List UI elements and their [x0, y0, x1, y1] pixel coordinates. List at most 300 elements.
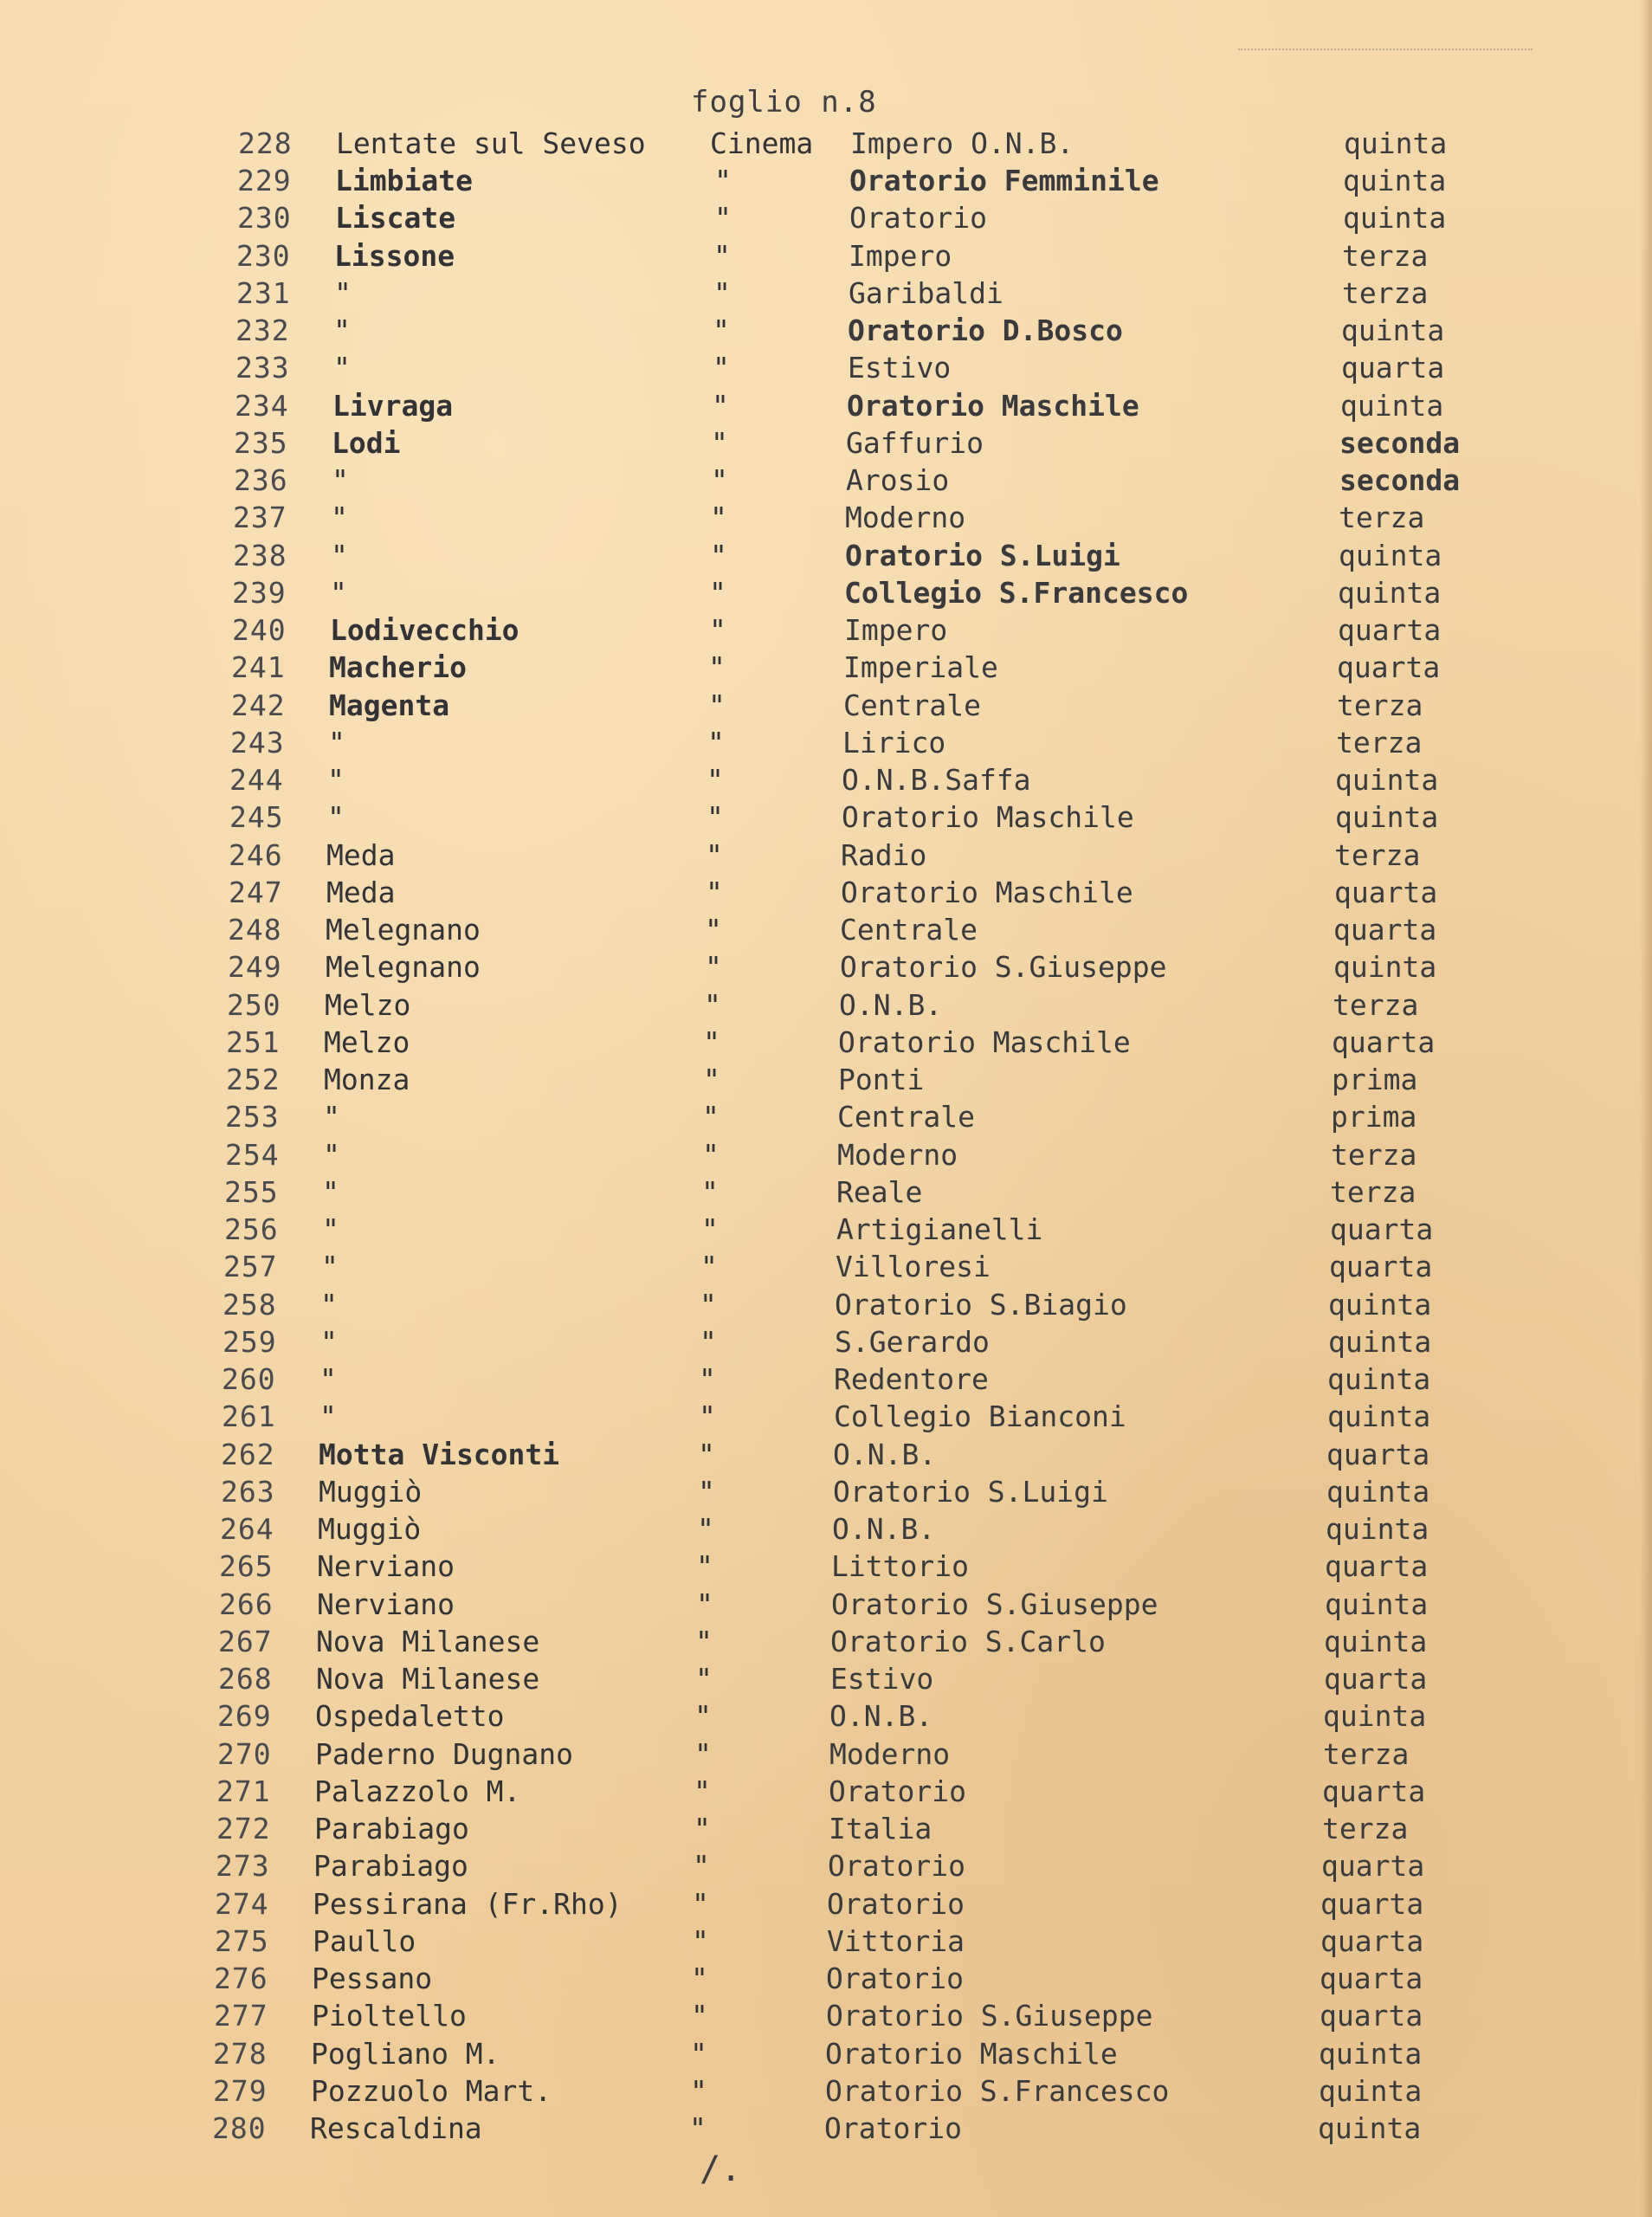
list-row — [0, 276, 1652, 311]
ditto-mark: " — [692, 1887, 709, 1921]
town-name: Lodi — [332, 426, 401, 460]
ditto-mark: " — [709, 576, 726, 610]
ditto-mark: " — [691, 1962, 708, 1995]
ditto-mark: " — [690, 2037, 707, 2071]
row-number: 254 — [225, 1138, 280, 1172]
list-row — [0, 463, 1652, 498]
continuation-mark: /. — [700, 2149, 742, 2189]
cinema-class: quarta — [1329, 1250, 1433, 1283]
town-name: Meda — [326, 838, 396, 872]
sheet-header: foglio n.8 — [691, 85, 877, 120]
cinema-class: prima — [1332, 1063, 1418, 1096]
town-name: " — [331, 539, 348, 572]
list-row — [0, 876, 1652, 910]
ditto-mark: " — [694, 1812, 711, 1845]
ditto-mark: " — [692, 1924, 709, 1958]
list-row — [0, 576, 1652, 611]
list-row — [0, 126, 1652, 161]
cinema-class: terza — [1334, 838, 1421, 872]
row-number: 260 — [222, 1362, 276, 1396]
cinema-class: quinta — [1335, 800, 1439, 834]
town-name: " — [332, 463, 349, 497]
row-number: 257 — [223, 1250, 278, 1283]
town-name: Meda — [326, 876, 396, 909]
row-number: 268 — [218, 1662, 273, 1696]
cinema-name: Littorio — [831, 1549, 969, 1583]
cinema-class: terza — [1331, 1138, 1417, 1172]
list-row — [0, 1812, 1652, 1846]
ditto-mark: " — [706, 838, 723, 872]
cinema-name: Collegio S.Francesco — [844, 576, 1189, 610]
town-name: Pozzuolo Mart. — [311, 2074, 552, 2108]
cinema-name: Villoresi — [836, 1250, 991, 1283]
list-row — [0, 501, 1652, 535]
row-number: 255 — [224, 1175, 279, 1209]
row-number: 249 — [228, 950, 282, 984]
town-name: Magenta — [329, 688, 450, 722]
town-name: Melegnano — [326, 913, 481, 947]
town-name: " — [333, 313, 351, 347]
town-name: Pogliano M. — [311, 2037, 500, 2071]
list-row — [0, 1549, 1652, 1584]
town-name: Muggiò — [319, 1475, 423, 1509]
cinema-name: Centrale — [843, 688, 981, 722]
cinema-name: Oratorio S.Carlo — [830, 1625, 1106, 1658]
cinema-class: quinta — [1325, 1587, 1429, 1621]
row-number: 250 — [227, 988, 281, 1022]
cinema-name: Centrale — [840, 913, 978, 947]
row-number: 270 — [217, 1737, 272, 1771]
ditto-mark: " — [701, 1212, 719, 1246]
row-number: 253 — [225, 1100, 280, 1134]
list-row — [0, 426, 1652, 461]
list-row — [0, 2037, 1652, 2072]
cinema-class: quinta — [1327, 1399, 1431, 1433]
town-name: Limbiate — [335, 164, 473, 197]
list-row — [0, 1212, 1652, 1247]
row-number: 277 — [214, 1999, 268, 2033]
cinema-name: Radio — [841, 838, 927, 872]
cinema-class: quarta — [1320, 1924, 1424, 1958]
town-name: " — [330, 576, 347, 610]
cinema-class: quinta — [1341, 313, 1445, 347]
row-number: 241 — [231, 650, 286, 684]
list-row — [0, 913, 1652, 947]
cinema-name: Vittoria — [827, 1924, 965, 1958]
row-number: 256 — [224, 1212, 279, 1246]
list-row — [0, 1025, 1652, 1060]
cinema-class: quinta — [1343, 201, 1447, 235]
list-row — [0, 1662, 1652, 1697]
cinema-name: Moderno — [829, 1737, 951, 1771]
cinema-class: quarta — [1332, 1025, 1436, 1059]
cinema-name: O.N.B.Saffa — [842, 763, 1031, 797]
cinema-name: Ponti — [838, 1063, 925, 1096]
row-number: 230 — [236, 239, 291, 273]
cinema-class: terza — [1336, 726, 1423, 759]
town-name: Nerviano — [317, 1587, 455, 1621]
town-name: Nova Milanese — [316, 1662, 540, 1696]
ditto-mark: " — [690, 2074, 707, 2108]
town-name: Pessirana (Fr.Rho) — [313, 1887, 623, 1921]
list-row — [0, 1100, 1652, 1134]
ditto-mark: " — [714, 201, 732, 235]
list-row — [0, 800, 1652, 835]
cinema-name: Arosio — [846, 463, 950, 497]
cinema-class: quinta — [1343, 164, 1447, 197]
cinema-name: Redentore — [834, 1362, 989, 1396]
cinema-class: quinta — [1323, 1699, 1427, 1733]
ditto-mark: " — [710, 501, 727, 534]
ditto-mark: " — [708, 688, 726, 722]
ditto-mark: " — [695, 1625, 713, 1658]
row-number: 269 — [217, 1699, 272, 1733]
cinema-class: quarta — [1324, 1662, 1428, 1696]
cinema-name: Oratorio S.Giuseppe — [826, 1999, 1153, 2033]
ditto-mark: " — [709, 613, 726, 647]
cinema-class: quarta — [1320, 1962, 1423, 1995]
ditto-mark: " — [701, 1175, 719, 1209]
cinema-class: quarta — [1334, 876, 1438, 909]
cinema-name: Oratorio S.Luigi — [845, 539, 1120, 572]
row-number: 230 — [237, 201, 292, 235]
ditto-mark: " — [698, 1438, 715, 1471]
ditto-mark: " — [713, 351, 730, 385]
cinema-name: Oratorio S.Giuseppe — [840, 950, 1167, 984]
row-number: 235 — [234, 426, 288, 460]
row-number: 246 — [229, 838, 283, 872]
town-name: " — [334, 276, 352, 310]
cinema-name: Oratorio Maschile — [841, 876, 1133, 909]
ditto-mark: " — [700, 1250, 718, 1283]
row-number: 240 — [232, 613, 287, 647]
cinema-name: Oratorio Maschile — [838, 1025, 1131, 1059]
list-row — [0, 1475, 1652, 1509]
town-name: Nerviano — [317, 1549, 455, 1583]
cinema-class: terza — [1333, 988, 1419, 1022]
row-number: 261 — [222, 1399, 276, 1433]
cinema-name: Oratorio Maschile — [825, 2037, 1118, 2071]
town-name: Ospedaletto — [315, 1699, 505, 1733]
cinema-name: Reale — [836, 1175, 923, 1209]
ditto-mark: Cinema — [710, 126, 814, 160]
cinema-name: Oratorio — [824, 2111, 962, 2145]
town-name: Motta Visconti — [319, 1438, 560, 1471]
cinema-name: Impero — [844, 613, 948, 647]
row-number: 262 — [221, 1438, 275, 1471]
town-name: Pioltello — [312, 1999, 467, 2033]
list-row — [0, 1924, 1652, 1959]
ditto-mark: " — [713, 276, 731, 310]
town-name: " — [321, 1250, 339, 1283]
list-row — [0, 389, 1652, 423]
ditto-mark: " — [703, 1063, 720, 1096]
ditto-mark: " — [702, 1138, 720, 1172]
row-number: 247 — [229, 876, 283, 909]
row-number: 258 — [223, 1288, 277, 1322]
row-number: 229 — [237, 164, 292, 197]
row-number: 239 — [232, 576, 287, 610]
list-row — [0, 988, 1652, 1023]
town-name: Melegnano — [326, 950, 481, 984]
town-name: Monza — [324, 1063, 410, 1096]
row-number: 278 — [213, 2037, 268, 2071]
cinema-name: Oratorio — [828, 1849, 965, 1883]
ditto-mark: " — [711, 463, 728, 497]
row-number: 231 — [236, 276, 291, 310]
list-row — [0, 688, 1652, 723]
town-name: " — [331, 501, 348, 534]
cinema-class: quinta — [1326, 1475, 1430, 1509]
list-row — [0, 950, 1652, 985]
row-number: 259 — [223, 1325, 277, 1359]
ditto-mark: " — [707, 800, 724, 834]
list-row — [0, 726, 1652, 760]
list-row — [0, 1063, 1652, 1097]
ditto-mark: " — [700, 1325, 717, 1359]
row-number: 243 — [230, 726, 285, 759]
list-row — [0, 1175, 1652, 1210]
ditto-mark: " — [689, 2111, 707, 2145]
ditto-mark: " — [691, 1999, 708, 2033]
cinema-name: Oratorio Maschile — [842, 800, 1134, 834]
ditto-mark: " — [695, 1662, 713, 1696]
ditto-mark: " — [703, 1025, 720, 1059]
cinema-name: Oratorio D.Bosco — [848, 313, 1123, 347]
cinema-class: quinta — [1328, 1325, 1432, 1359]
town-name: " — [327, 763, 345, 797]
ditto-mark: " — [699, 1362, 716, 1396]
cinema-class: quinta — [1333, 950, 1437, 984]
cinema-name: Estivo — [848, 351, 952, 385]
ditto-mark: " — [696, 1549, 713, 1583]
town-name: Pessano — [312, 1962, 433, 1995]
list-row — [0, 2074, 1652, 2109]
row-number: 251 — [226, 1025, 281, 1059]
cinema-name: O.N.B. — [832, 1512, 936, 1546]
cinema-class: quinta — [1340, 389, 1444, 423]
list-row — [0, 164, 1652, 198]
town-name: " — [319, 1362, 337, 1396]
ditto-mark: " — [704, 988, 721, 1022]
cinema-name: Oratorio — [827, 1887, 965, 1921]
list-row — [0, 539, 1652, 573]
ditto-mark: " — [702, 1100, 720, 1134]
cinema-name: Oratorio S.Giuseppe — [831, 1587, 1158, 1621]
row-number: 245 — [229, 800, 284, 834]
cinema-class: quarta — [1326, 1438, 1430, 1471]
row-number: 274 — [215, 1887, 269, 1921]
cinema-name: Italia — [829, 1812, 932, 1845]
cinema-name: Oratorio S.Francesco — [825, 2074, 1170, 2108]
cinema-class: terza — [1342, 239, 1429, 273]
row-number: 273 — [216, 1849, 270, 1883]
cinema-class: quinta — [1319, 2037, 1423, 2071]
ditto-mark: " — [694, 1737, 712, 1771]
list-row — [0, 201, 1652, 236]
cinema-name: Centrale — [837, 1100, 975, 1134]
list-row — [0, 2111, 1652, 2146]
ditto-mark: " — [708, 650, 726, 684]
row-number: 244 — [229, 763, 284, 797]
row-number: 234 — [235, 389, 289, 423]
cinema-class: quinta — [1319, 2074, 1423, 2108]
cinema-class: quarta — [1337, 650, 1441, 684]
town-name: Liscate — [335, 201, 456, 235]
town-name: Parabiago — [314, 1812, 469, 1845]
cinema-class: quarta — [1333, 913, 1437, 947]
row-number: 271 — [216, 1774, 271, 1808]
cinema-name: S.Gerardo — [835, 1325, 990, 1359]
list-row — [0, 650, 1652, 685]
row-number: 265 — [219, 1549, 274, 1583]
row-number: 275 — [215, 1924, 269, 1958]
cinema-class: terza — [1342, 276, 1429, 310]
cinema-name: Impero O.N.B. — [850, 126, 1074, 160]
cinema-name: Estivo — [830, 1662, 934, 1696]
cinema-class: terza — [1323, 1737, 1410, 1771]
cinema-name: O.N.B. — [839, 988, 943, 1022]
cinema-name: Collegio Bianconi — [834, 1399, 1126, 1433]
ditto-mark: " — [700, 1288, 717, 1322]
cinema-name: Lirico — [842, 726, 946, 759]
list-row — [0, 1362, 1652, 1397]
cinema-class: quarta — [1330, 1212, 1434, 1246]
row-number: 238 — [233, 539, 287, 572]
cinema-name: Moderno — [837, 1138, 958, 1172]
town-name: " — [327, 800, 345, 834]
town-name: " — [328, 726, 345, 759]
town-name: Livraga — [332, 389, 454, 423]
list-row — [0, 1774, 1652, 1809]
list-row — [0, 1625, 1652, 1659]
ditto-mark: " — [710, 539, 727, 572]
cinema-class: quarta — [1320, 1887, 1424, 1921]
town-name: Rescaldina — [310, 2111, 482, 2145]
town-name: Lentate sul Seveso — [336, 126, 646, 160]
ditto-mark: " — [707, 763, 724, 797]
ditto-mark: " — [714, 164, 732, 197]
cinema-class: quarta — [1338, 613, 1442, 647]
town-name: " — [322, 1212, 339, 1246]
list-row — [0, 1737, 1652, 1772]
list-row — [0, 838, 1652, 873]
cinema-name: O.N.B. — [829, 1699, 933, 1733]
list-row — [0, 1849, 1652, 1884]
town-name: Palazzolo M. — [314, 1774, 521, 1808]
cinema-name: Imperiale — [843, 650, 998, 684]
town-name: Paderno Dugnano — [315, 1737, 574, 1771]
ditto-mark: " — [712, 389, 729, 423]
cinema-name: O.N.B. — [833, 1438, 937, 1471]
row-number: 267 — [218, 1625, 273, 1658]
ditto-mark: " — [705, 950, 722, 984]
cinema-name: Oratorio Maschile — [847, 389, 1139, 423]
ditto-mark: " — [696, 1587, 713, 1621]
row-number: 237 — [233, 501, 287, 534]
cinema-class: quarta — [1325, 1549, 1429, 1583]
cinema-class: quinta — [1324, 1625, 1428, 1658]
row-number: 252 — [226, 1063, 281, 1096]
list-row — [0, 1699, 1652, 1734]
town-name: Paullo — [313, 1924, 416, 1958]
ditto-mark: " — [699, 1399, 716, 1433]
list-row — [0, 1999, 1652, 2033]
row-number: 272 — [216, 1812, 271, 1845]
cinema-class: quarta — [1321, 1849, 1425, 1883]
town-name: Melzo — [325, 988, 411, 1022]
cinema-class: quarta — [1322, 1774, 1426, 1808]
town-name: Melzo — [324, 1025, 410, 1059]
town-name: " — [319, 1399, 337, 1433]
cinema-name: Oratorio Femminile — [849, 164, 1159, 197]
row-number: 279 — [213, 2074, 268, 2108]
town-name: " — [322, 1175, 339, 1209]
cinema-class: seconda — [1339, 463, 1461, 497]
list-row — [0, 1288, 1652, 1322]
cinema-class: quinta — [1328, 1288, 1432, 1322]
list-row — [0, 1587, 1652, 1622]
cinema-class: terza — [1337, 688, 1423, 722]
cinema-class: prima — [1331, 1100, 1417, 1134]
cinema-name: Artigianelli — [836, 1212, 1043, 1246]
ditto-mark: " — [711, 426, 728, 460]
list-row — [0, 239, 1652, 274]
ditto-mark: " — [697, 1512, 714, 1546]
row-number: 280 — [212, 2111, 267, 2145]
row-number: 242 — [231, 688, 286, 722]
cinema-class: quarta — [1341, 351, 1445, 385]
cinema-class: quarta — [1320, 1999, 1423, 2033]
ditto-mark: " — [706, 876, 723, 909]
cinema-name: Oratorio — [826, 1962, 964, 1995]
ditto-mark: " — [693, 1849, 710, 1883]
town-name: " — [333, 351, 351, 385]
ditto-mark: " — [698, 1475, 715, 1509]
list-row — [0, 1138, 1652, 1173]
town-name: Macherio — [329, 650, 467, 684]
cinema-name: Oratorio — [849, 201, 987, 235]
list-row — [0, 1438, 1652, 1472]
cinema-class: quinta — [1318, 2111, 1422, 2145]
row-number: 266 — [219, 1587, 274, 1621]
town-name: Parabiago — [313, 1849, 468, 1883]
ditto-mark: " — [694, 1699, 712, 1733]
list-row — [0, 763, 1652, 798]
row-number: 232 — [236, 313, 290, 347]
row-number: 228 — [238, 126, 293, 160]
row-number: 264 — [220, 1512, 274, 1546]
list-row — [0, 351, 1652, 385]
list-row — [0, 613, 1652, 648]
cinema-class: seconda — [1339, 426, 1461, 460]
cinema-name: Oratorio — [829, 1774, 966, 1808]
list-row — [0, 1325, 1652, 1360]
list-row — [0, 313, 1652, 348]
town-name: " — [320, 1325, 338, 1359]
row-number: 233 — [236, 351, 290, 385]
ditto-mark: " — [694, 1774, 711, 1808]
ditto-mark: " — [707, 726, 725, 759]
row-number: 248 — [228, 913, 282, 947]
cinema-class: quinta — [1326, 1512, 1429, 1546]
cinema-class: quinta — [1327, 1362, 1431, 1396]
town-name: Lissone — [334, 239, 455, 273]
cinema-name: Oratorio S.Luigi — [833, 1475, 1108, 1509]
list-row — [0, 1962, 1652, 1996]
cinema-class: quinta — [1335, 763, 1439, 797]
row-number: 276 — [214, 1962, 268, 1995]
